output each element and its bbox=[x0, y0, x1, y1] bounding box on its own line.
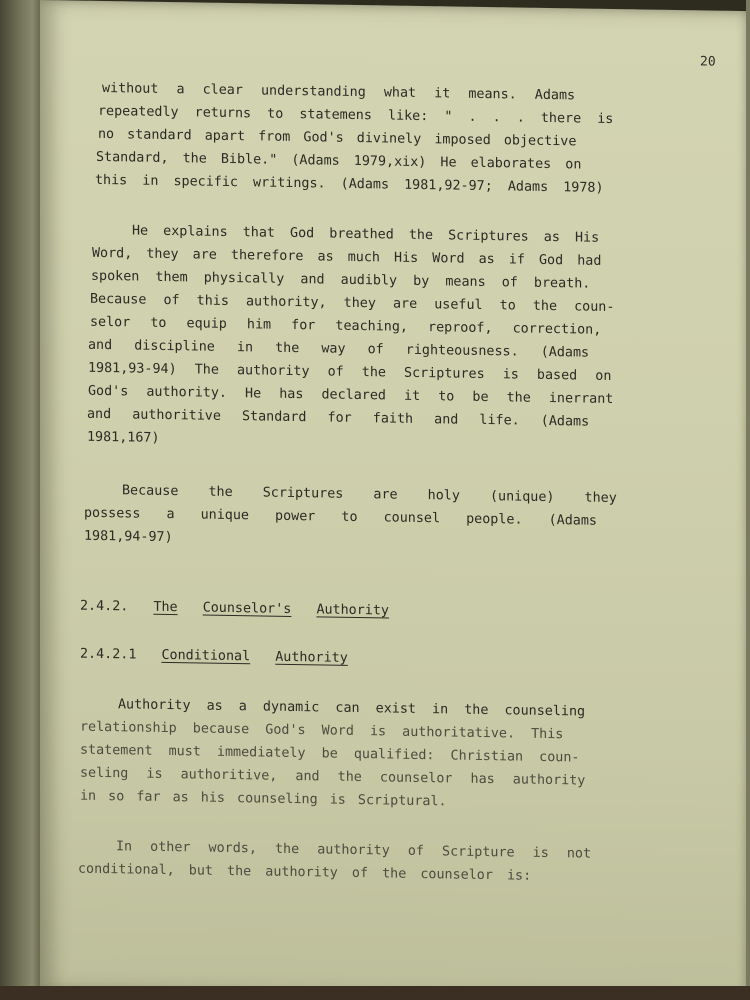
text-line: Word, they are therefore as much His Word as if God had bbox=[92, 245, 602, 269]
text-line: seling is authoritive, and the counselor has authority bbox=[80, 765, 586, 789]
page-number: 20 bbox=[700, 54, 716, 70]
subsection-heading bbox=[80, 647, 362, 666]
text-line: possess a unique power to counsel people. (Adams bbox=[84, 505, 597, 529]
section-heading bbox=[80, 599, 403, 619]
text-line: selor to equip him for teaching, reproof, correction, bbox=[90, 314, 602, 338]
document-page bbox=[40, 0, 748, 1000]
text-line: no standard apart from God's divinely imposed objective bbox=[98, 126, 577, 150]
text-line: statement must immediately be qualified: Christian coun- bbox=[80, 742, 580, 766]
heading-word: Counselor's bbox=[202, 600, 292, 617]
subsection-number: 2.4.2.1 bbox=[80, 646, 137, 663]
table-surface bbox=[0, 986, 750, 1000]
heading-word: Authority bbox=[316, 602, 389, 619]
text-line: God's authority. He has declared it to be the inerrant bbox=[88, 383, 614, 408]
text-line: He explains that God breathed the Scriptures as His bbox=[132, 223, 600, 246]
text-line: conditional, but the authority of the counselor is: bbox=[78, 861, 532, 884]
text-line: spoken them physically and audibly by means of breath. bbox=[91, 268, 591, 292]
text-line: relationship because God's Word is authoritative. This bbox=[80, 719, 564, 743]
text-line: this in specific writings. (Adams 1981,92-97; Adams 1978) bbox=[95, 172, 604, 196]
text-line: 1981,93-94) The authority of the Scriptures is based on bbox=[88, 360, 612, 384]
text-line: repeatedly returns to statemens like: " . . . there is bbox=[98, 103, 614, 128]
text-line: Because the Scriptures are holy (unique) they bbox=[122, 483, 617, 507]
text-line: and discipline in the way of righteousness. (Adams bbox=[88, 337, 590, 361]
section-number: 2.4.2. bbox=[80, 598, 129, 615]
text-line: Because of this authority, they are useful to the coun- bbox=[90, 291, 615, 316]
text-line: and authoritive Standard for faith and life. (Adams bbox=[87, 406, 590, 430]
text-line: In other words, the authority of Scripture is not bbox=[116, 839, 592, 862]
text-line: 1981,167) bbox=[87, 429, 160, 446]
heading-word: Conditional bbox=[161, 647, 251, 665]
text-line: Standard, the Bible." (Adams 1979,xix) He elaborates on bbox=[96, 149, 582, 173]
heading-word: Authority bbox=[275, 649, 348, 666]
text-line: in so far as his counseling is Scriptural. bbox=[80, 788, 447, 810]
text-line: 1981,94-97) bbox=[84, 528, 173, 546]
text-line: Authority as a dynamic can exist in the counseling bbox=[118, 697, 586, 720]
text-line: without a clear understanding what it means. Adams bbox=[102, 80, 576, 104]
heading-word: The bbox=[153, 599, 178, 616]
page-right-edge bbox=[746, 0, 750, 1000]
